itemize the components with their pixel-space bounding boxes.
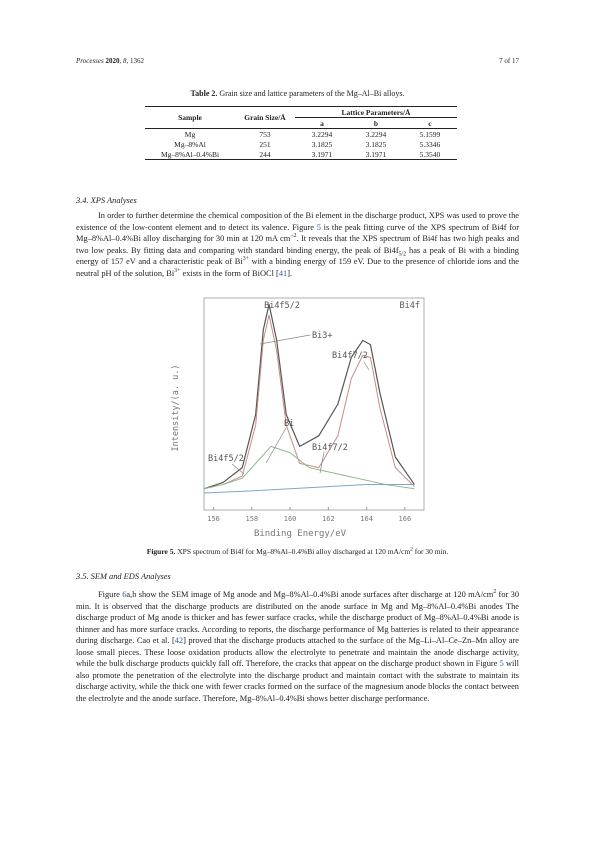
cell-grain: 753: [259, 129, 271, 139]
table-caption: [0, 89, 595, 98]
journal-name: Processes: [76, 57, 104, 65]
xps-chart: [168, 290, 432, 540]
x-tick-label: 158: [245, 515, 259, 523]
figure-link[interactable]: 5: [499, 659, 504, 668]
series-line-baseline: [204, 485, 414, 493]
annotation-leader: [260, 335, 310, 344]
x-tick-label: 160: [283, 515, 297, 523]
cell-b: 3.1971: [365, 149, 387, 159]
cell-a: 3.1971: [311, 149, 333, 159]
volume: 8: [122, 57, 127, 65]
cell-sample: Mg: [184, 129, 196, 139]
cell-b: 3.1825: [365, 139, 387, 149]
section-heading-sem: 3.5. SEM and EDS Analyses: [76, 572, 171, 581]
year: 2020: [105, 57, 120, 65]
grain-size-table: [145, 106, 457, 160]
annotation-leader: [320, 452, 324, 473]
col-header-b: b: [349, 118, 403, 129]
x-axis-label: Binding Energy/eV: [253, 529, 347, 539]
x-tick-label: 156: [207, 515, 220, 523]
peak-annotation: Bi4f5/2: [264, 301, 300, 311]
col-header-sample: Sample: [145, 107, 235, 129]
col-header-lattice: Lattice Parameters/Å: [295, 107, 457, 118]
peak-annotation: Bi4f7/2: [332, 351, 368, 361]
cell-grain: 244: [259, 149, 271, 159]
figure-link[interactable]: 6: [122, 590, 127, 599]
peak-annotation: Bi4f7/2: [312, 443, 348, 453]
cell-sample: Mg–8%Al–0.4%Bi: [160, 149, 220, 159]
x-tick-label: 166: [398, 515, 412, 523]
table-caption-text: Grain size and lattice parameters of the Mg–Al–Bi alloys.: [219, 89, 405, 98]
cell-c: 5.1599: [419, 129, 441, 139]
paragraph-sem: Figure 6a,b show the SEM image of Mg anode and Mg–8%Al–0.4%Bi anode surfaces after discharge at 120 $mA/cm^2$ for 30 min. It is observed that the discharge products are distributed on the anode surface in Mg and Mg–8%Al–0.4%Bi anodes The discharge product of Mg anode is thicker and has fewer surface cracks, while the discharge product of Mg–8%Al–0.4%Bi anode is thinner and has more surface cracks. According to reports, the discharge performance of Mg batteries is related to their appearance during discharge. Cao et al. [42] proved that the discharge products attached to the surface of the Mg–Li–Al–Ce–Zn–Mn alloy are loose small pieces. These loose oxidation products allow the electrolyte to penetrate and maintain the anode discharge activity, while the bulk discharge products quickly fall off. Therefore, the cracks that appear on the discharge product shown in Figure 5 will also promote the penetration of the electrolyte into the discharge product and maintain contact with the substrate to maintain its discharge activity, while the thick one with fewer cracks formed on the surface of the magnesium anode blocks the contact between the electrolyte and the anode surface. Therefore, Mg–8%Al–0.4%Bi shows better discharge performance.: [76, 589, 520, 703]
figure-link[interactable]: 5: [316, 222, 321, 232]
series-line-bi-fit: [204, 446, 414, 488]
section-heading-xps: 3.4. XPS Analyses: [76, 196, 137, 205]
cell-sample: Mg–8%Al: [174, 139, 206, 149]
cell-c: 5.3346: [419, 139, 441, 149]
peak-annotation: Bi: [284, 419, 295, 429]
table-label: Table 2.: [190, 89, 218, 98]
table-row: [145, 149, 457, 160]
col-header-grain: Grain Size/Å: [235, 107, 295, 129]
peak-annotation: Bi3+: [312, 331, 333, 341]
table-row: [145, 139, 457, 149]
reference-link[interactable]: 41: [278, 268, 288, 278]
annotation-leader: [266, 428, 286, 463]
running-header: Processes 2020, 8, 1362: [76, 57, 144, 65]
cell-a: 3.1825: [311, 139, 333, 149]
cell-a: 3.2294: [311, 129, 333, 139]
x-tick-label: 164: [360, 515, 373, 523]
col-header-c: c: [403, 118, 457, 129]
page-number: 7 of 17: [499, 57, 519, 65]
col-header-a: a: [295, 118, 349, 129]
peak-annotation: Bi4f: [399, 301, 420, 311]
cell-b: 3.2294: [365, 129, 387, 139]
peak-annotation: Bi4f5/2: [208, 454, 244, 464]
figure-label: Figure 5.: [146, 547, 176, 556]
y-axis-label: Intensity/(a. u.): [171, 364, 181, 452]
paragraph-xps: In order to further determine the chemical composition of the Bi element in the discharge product, XPS was used to prove the existence of the low-content element and to detect its valence. Figure 5 is the peak fitting curve of the XPS spectrum of Bi4f for Mg–8%Al–0.4%Bi alloy discharging for 30 min at 120 mA $cm^{-2}$. It reveals that the XPS spectrum of Bi4f has two high peaks and two low peaks. By fitting data and comparing with standard binding energy, the peak of $Bi4f_{5/2}$ has a peak of Bi with a binding energy of 157 eV and a characteristic peak of $Bi^{3+}$ with a binding energy of 159 eV. Due to the presence of chloride ions and the neutral pH of the solution, $Bi^{3+}$ exists in the form of BiOCl [41].: [76, 211, 520, 278]
article-number: 1362: [129, 57, 144, 65]
table-row: [145, 129, 457, 140]
cell-c: 5.3540: [419, 149, 441, 159]
figure-caption: Figure 5. XPS spectrum of Bi4f for Mg–8%Al–0.4%Bi alloy discharged at 120 $mA/cm^2$ for 30 min.: [146, 546, 449, 556]
reference-link[interactable]: 42: [174, 636, 184, 645]
annotation-leader: [364, 362, 369, 370]
cell-grain: 251: [259, 139, 271, 149]
x-tick-label: 162: [322, 515, 335, 523]
